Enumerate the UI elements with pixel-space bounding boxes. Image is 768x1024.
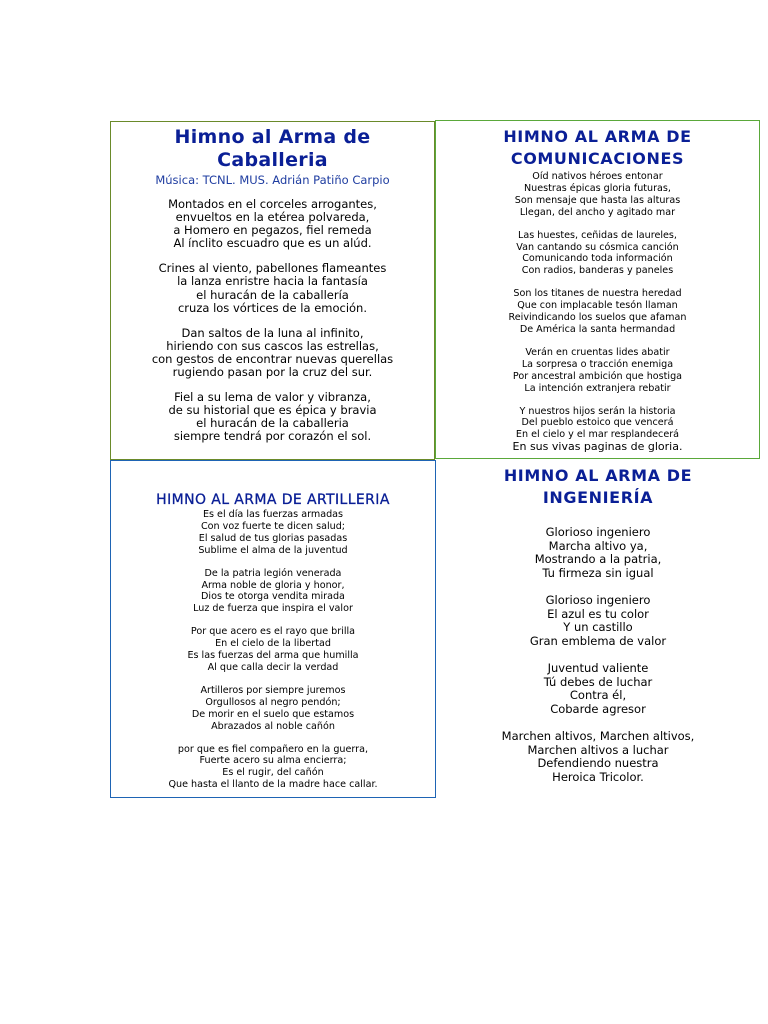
stanza xyxy=(111,626,435,674)
verse-line: Artilleros por siempre juremos xyxy=(200,684,346,696)
verse-line: Fuerte acero su alma encierra; xyxy=(199,755,347,767)
verse-line: Son los titanes de nuestra heredad xyxy=(513,288,682,300)
verse-line: Fiel a su lema de valor y vibranza, xyxy=(174,390,371,405)
verse-line: Cobarde agresor xyxy=(550,701,646,716)
caballeria-title-line: Caballeria xyxy=(217,149,328,171)
verse-line: Abrazados al noble cañón xyxy=(211,720,335,732)
verse-line: Mostrando a la patria, xyxy=(534,552,662,566)
verse-line: Glorioso ingeniero xyxy=(545,593,651,607)
verse-line: Tú debes de luchar xyxy=(543,674,653,689)
verse-line: Luz de fuerza que inspira el valor xyxy=(193,603,353,615)
verse-line: Es las fuerzas del arma que humilla xyxy=(187,650,359,662)
verse-line: Del pueblo estoico que vencerá xyxy=(521,417,674,429)
verse-line: Verán en cruentas lides abatir xyxy=(525,346,670,358)
verse-line: Es el día las fuerzas armadas xyxy=(202,509,344,520)
verse-line: Y un castillo xyxy=(563,620,633,634)
verse-line: Tu firmeza sin igual xyxy=(542,565,654,580)
verse-line: Por que acero es el rayo que brilla xyxy=(190,626,356,638)
verse-line: rugiendo pasan por la cruz del sur. xyxy=(172,365,373,380)
verse-line: Juventud valiente xyxy=(547,661,649,675)
verse-line: Con voz fuerte te dicen salud; xyxy=(200,520,346,532)
verse-line: Gran emblema de valor xyxy=(529,633,667,648)
verse-line: Heroica Tricolor. xyxy=(552,769,644,784)
verse-line: De morir en el suelo que estamos xyxy=(191,708,355,720)
verse-line: Dan saltos de la luna al infinito, xyxy=(181,325,364,340)
verse-line: Comunicando toda información xyxy=(522,253,673,265)
comunicaciones-title-line: HIMNO AL ARMA DE xyxy=(503,127,692,146)
stanza xyxy=(436,526,760,580)
stanza xyxy=(436,171,759,219)
stanza xyxy=(111,327,434,379)
verse-line: Defendiendo nuestra xyxy=(537,756,659,770)
comunicaciones-body xyxy=(436,171,759,453)
ingenieria-card xyxy=(436,460,760,800)
verse-line: Glorioso ingeniero xyxy=(545,525,651,539)
caballeria-body xyxy=(111,198,434,444)
verse-line: con gestos de encontrar nuevas querellas xyxy=(151,351,394,366)
artilleria-card xyxy=(110,460,436,798)
verse-line: envueltos en la etérea polvareda, xyxy=(175,210,370,225)
verse-line: Contra él, xyxy=(569,688,627,702)
artilleria-body xyxy=(111,509,435,791)
ingenieria-title xyxy=(436,465,760,509)
verse-line: de su historial que es épica y bravia xyxy=(168,403,377,418)
verse-line: Nuestras épicas gloria futuras, xyxy=(524,182,671,194)
verse-line: Montados en el corceles arrogantes, xyxy=(168,197,377,211)
verse-line: Las huestes, ceñidas de laureles, xyxy=(518,229,677,241)
verse-line: Al ínclito escuadro que es un alúd. xyxy=(173,236,372,251)
ingenieria-body xyxy=(436,526,760,784)
verse-line: cruza los vórtices de la emoción. xyxy=(177,300,367,315)
verse-line: la lanza enristre hacia la fantasía xyxy=(177,274,368,289)
verse-line: La intención extranjera rebatir xyxy=(524,382,671,394)
verse-line: por que es fiel compañero en la guerra, xyxy=(177,743,369,755)
stanza xyxy=(436,406,759,454)
ingenieria-title-line: INGENIERÍA xyxy=(542,488,654,507)
stanza xyxy=(111,198,434,250)
stanza xyxy=(111,391,434,443)
ingenieria-title-line: HIMNO AL ARMA DE xyxy=(503,466,693,485)
verse-line: Con radios, banderas y paneles xyxy=(521,265,674,277)
verse-line: De la patria legión venerada xyxy=(204,567,342,579)
caballeria-title-line: Himno al Arma de xyxy=(174,126,371,148)
verse-line: El salud de tus glorias pasadas xyxy=(198,532,348,544)
verse-line: Llegan, del ancho y agitado mar xyxy=(519,206,676,218)
verse-line: En el cielo y el mar resplandecerá xyxy=(515,429,680,441)
stanza xyxy=(436,730,760,784)
verse-line: Dios te otorga vendita mirada xyxy=(201,591,345,603)
stanza xyxy=(111,262,434,314)
verse-line: siempre tendrá por corazón el sol. xyxy=(173,429,372,444)
verse-line: De América la santa hermandad xyxy=(519,323,676,335)
verse-line: Son mensaje que hasta las alturas xyxy=(514,194,681,206)
verse-line: Marchen altivos a luchar xyxy=(527,742,669,757)
stanza xyxy=(111,509,435,557)
verse-line: Van cantando su cósmica canción xyxy=(516,241,679,253)
stanza xyxy=(111,685,435,733)
verse-line: Oíd nativos héroes entonar xyxy=(532,171,663,182)
verse-line: a Homero en pegazos, fiel remeda xyxy=(173,223,372,238)
stanza xyxy=(111,568,435,616)
verse-line: Reivindicando los suelos que afaman xyxy=(508,312,687,324)
stanza xyxy=(436,662,760,716)
comunicaciones-card xyxy=(435,120,760,459)
verse-line: Por ancestral ambición que hostiga xyxy=(512,370,683,382)
verse-line: El azul es tu color xyxy=(547,606,649,621)
verse-line: el huracán de la caballería xyxy=(196,287,349,302)
stanza xyxy=(111,744,435,792)
stanza xyxy=(436,230,759,278)
verse-line: hiriendo con sus cascos las estrellas, xyxy=(166,338,379,353)
verse-line: Orgullosos al negro pendón; xyxy=(205,696,341,708)
verse-line: Crines al viento, pabellones flameantes xyxy=(158,261,387,276)
verse-line: Y nuestros hijos serán la historia xyxy=(519,405,676,417)
verse-line: La sorpresa o tracción enemiga xyxy=(521,358,674,370)
verse-line: Arma noble de gloria y honor, xyxy=(201,579,345,591)
verse-line: Marchen altivos, Marchen altivos, xyxy=(501,729,695,743)
stanza xyxy=(436,347,759,395)
caballeria-title xyxy=(111,126,434,172)
artilleria-title: HIMNO AL ARMA DE ARTILLERIA xyxy=(156,492,390,508)
caballeria-card xyxy=(110,121,435,460)
caballeria-subtitle: Música: TCNL. MUS. Adrián Patiño Carpio xyxy=(155,173,390,187)
comunicaciones-title-line: COMUNICACIONES xyxy=(510,149,685,168)
verse-line: Es el rugir, del cañón xyxy=(222,767,324,779)
verse-line: Marcha altivo ya, xyxy=(548,538,648,553)
verse-line: Sublime el alma de la juventud xyxy=(198,544,348,556)
verse-line: Que con implacable tesón llaman xyxy=(517,300,678,312)
comunicaciones-title xyxy=(436,126,759,170)
verse-line: En el cielo de la libertad xyxy=(215,638,331,650)
stanza xyxy=(436,288,759,336)
stanza xyxy=(436,594,760,648)
verse-line: Al que calla decir la verdad xyxy=(207,661,339,673)
verse-line: Que hasta el llanto de la madre hace callar. xyxy=(168,779,378,791)
verse-line: En sus vivas paginas de gloria. xyxy=(512,440,683,454)
verse-line: el huracán de la caballeria xyxy=(196,416,349,431)
